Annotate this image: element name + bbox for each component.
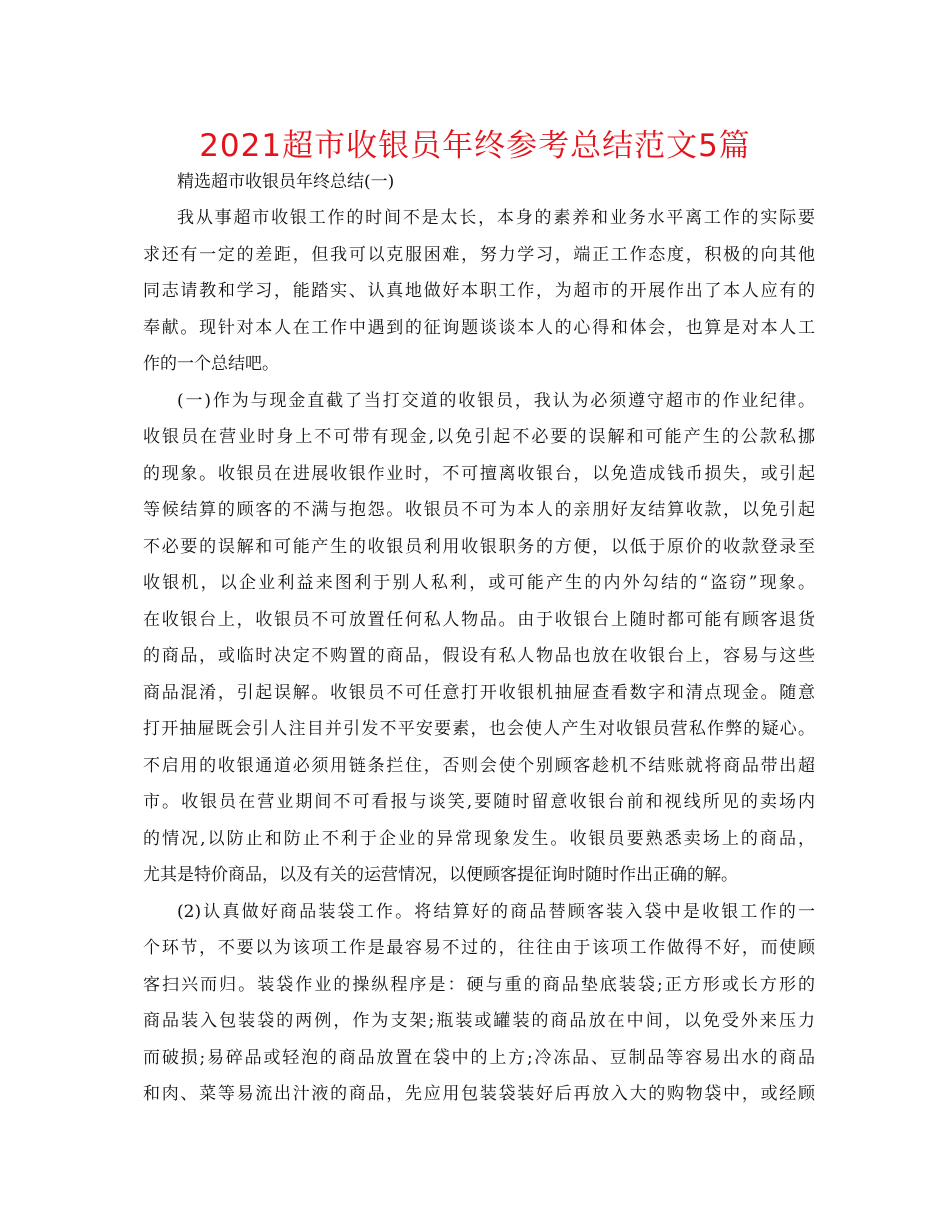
text-line: 不必要的误解和可能产生的收银员利用收银职务的方便，以低于原价的收款登录至 (143, 536, 815, 557)
text-line: 商品装入包装袋的两例，作为支架;瓶装或罐装的商品放在中间，以免受外来压力 (143, 1011, 815, 1031)
text-line: 不启用的收银通道必须用链条拦住，否则会使个别顾客趁机不结账就将商品带出超 (143, 755, 815, 776)
document-title: 2021超市收银员年终参考总结范文5篇 (199, 128, 751, 164)
text-line: (2)认真做好商品装袋工作。将结算好的商品替顾客装入袋中是收银工作的一 (177, 901, 815, 922)
text-line: 奉献。现针对本人在工作中遇到的征询题谈谈本人的心得和体会，也算是对本人工 (143, 317, 815, 338)
text-line: (一)作为与现金直截了当打交道的收银员，我认为必须遵守超市的作业纪律。 (177, 390, 815, 411)
paragraph-2 (143, 383, 815, 894)
section-subtitle: 精选超市收银员年终总结(一) (177, 172, 395, 192)
paragraph-3 (143, 894, 815, 1113)
text-line: 个环节，不要以为该项工作是最容易不过的，往往由于该项工作做得不好，而使顾 (143, 938, 815, 958)
text-line: 在收银台上，收银员不可放置任何私人物品。由于收银台上随时都可能有顾客退货 (143, 609, 815, 630)
text-line: 商品混淆，引起误解。收银员不可任意打开收银机抽屉查看数字和清点现金。随意 (143, 682, 815, 703)
text-line: 市。收银员在营业期间不可看报与谈笑,要随时留意收银台前和视线所见的卖场内 (143, 792, 815, 812)
text-line: 作的一个总结吧。 (143, 354, 279, 374)
text-line: 和肉、菜等易流出汁液的商品，先应用包装袋装好后再放入大的购物袋中，或经顾 (143, 1084, 815, 1104)
paragraph-1 (143, 200, 815, 383)
document-body (143, 164, 815, 1113)
text-line: 我从事超市收银工作的时间不是太长，本身的素养和业务水平离工作的实际要 (177, 208, 815, 228)
text-line: 求还有一定的差距，但我可以克服困难，努力学习，端正工作态度，积极的向其他 (143, 244, 815, 265)
text-line: 的商品，或临时决定不购置的商品，假设有私人物品也放在收银台上，容易与这些 (143, 646, 815, 666)
text-line: 收银机，以企业利益来图利于别人私利，或可能产生的内外勾结的“盗窃”现象。 (143, 573, 815, 593)
text-line: 客扫兴而归。装袋作业的操纵程序是：硬与重的商品垫底装袋;正方形或长方形的 (143, 974, 815, 995)
text-line: 尤其是特价商品，以及有关的运营情况，以便顾客提征询时随时作出正确的解。 (143, 865, 738, 885)
text-line: 等候结算的顾客的不满与抱怨。收银员不可为本人的亲朋好友结算收款，以免引起 (143, 500, 815, 520)
text-line: 同志请教和学习，能踏实、认真地做好本职工作，为超市的开展作出了本人应有的 (143, 281, 815, 301)
text-line: 收银员在营业时身上不可带有现金,以免引起不必要的误解和可能产生的公款私挪 (143, 427, 815, 447)
text-line: 而破损;易碎品或轻泡的商品放置在袋中的上方;冷冻品、豆制品等容易出水的商品 (143, 1047, 815, 1068)
text-line: 的情况,以防止和防止不利于企业的异常现象发生。收银员要熟悉卖场上的商品， (143, 828, 815, 849)
text-line: 的现象。收银员在进展收银作业时，不可擅离收银台，以免造成钱币损失，或引起 (143, 463, 815, 484)
text-line: 打开抽屉既会引人注目并引发不平安要素，也会使人产生对收银员营私作弊的疑心。 (143, 719, 815, 739)
